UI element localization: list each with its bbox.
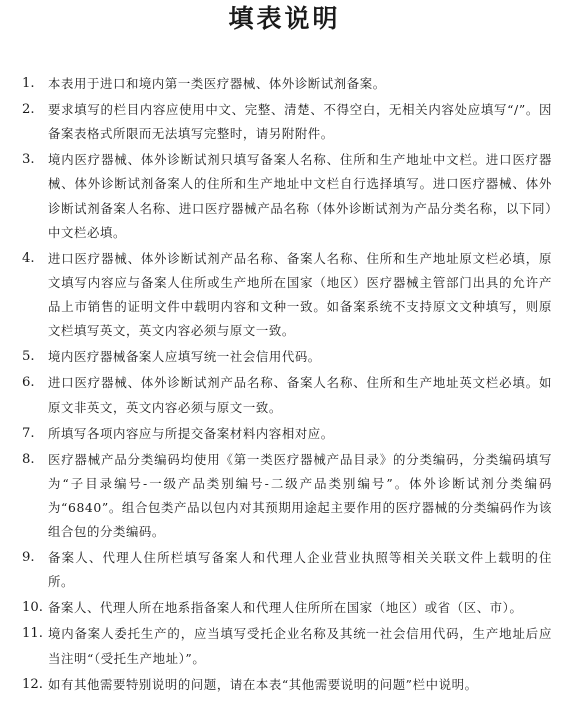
item-text: 备案人、代理人所在地系指备案人和代理人住所所在国家（地区）或省（区、市）。 xyxy=(48,600,523,616)
item-text: 境内医疗器械、体外诊断试剂只填写备案人名称、住所和生产地址中文栏。进口医疗器械、体外诊断试剂备案人的住所和生产地址中文栏自行选择填写。进口医疗器械、体外诊断试剂备案人名称、进口医疗器械产品名称（体外诊断试剂为产品分类名称，以下同）中文栏必填。 xyxy=(48,152,552,240)
item-text: 如有其他需要特别说明的问题，请在本表“其他需要说明的问题”栏中说明。 xyxy=(48,676,478,692)
item-text: 境内备案人委托生产的，应当填写受托企业名称及其统一社会信用代码，生产地址后应当注明“（受托生产地址）”。 xyxy=(48,626,552,666)
list-item xyxy=(22,345,552,369)
instructions-list xyxy=(22,72,552,699)
list-item xyxy=(22,546,552,594)
item-text: 备案人、代理人住所栏填写备案人和代理人企业营业执照等相关关联文件上载明的住所。 xyxy=(48,550,552,590)
list-item xyxy=(22,622,552,670)
item-text: 本表用于进口和境内第一类医疗器械、体外诊断试剂备案。 xyxy=(48,76,386,91)
item-text: 进口医疗器械、体外诊断试剂产品名称、备案人名称、住所和生产地址英文栏必填。如原文非英文，英文内容必须与原文一致。 xyxy=(48,375,552,415)
list-item xyxy=(22,596,552,620)
item-number: 12. xyxy=(22,676,43,692)
item-number: 7. xyxy=(22,425,35,441)
item-number: 5. xyxy=(22,349,35,365)
item-number: 1. xyxy=(22,76,35,91)
list-item xyxy=(22,247,552,344)
list-item xyxy=(22,371,552,419)
item-text: 要求填写的栏目内容应使用中文、完整、清楚、不得空白，无相关内容处应填写“/”。因备案表格式所限而无法填写完整时，请另附附件。 xyxy=(48,102,552,142)
item-text: 所填写各项内容应与所提交备案材料内容相对应。 xyxy=(48,425,334,441)
item-number: 8. xyxy=(22,451,35,467)
item-text: 医疗器械产品分类编码均使用《第一类医疗器械产品目录》的分类编码，分类编码填写为“子目录编号-一级产品类别编号-二级产品类别编号”。体外诊断试剂分类编码为“6840”。组合包类产品以包内对其预期用途起主要作用的医疗器械的分类编码作为该组合包的分类编码。 xyxy=(48,451,552,540)
item-text: 境内医疗器械备案人应填写统一社会信用代码。 xyxy=(48,349,321,365)
item-number: 11. xyxy=(22,626,43,642)
item-text: 进口医疗器械、体外诊断试剂产品名称、备案人名称、住所和生产地址原文栏必填，原文填写内容应与备案人住所或生产地所在国家（地区）医疗器械主管部门出具的允许产品上市销售的证明文件中载明内容和文种一致。如备案系统不支持原文文种填写，则原文栏填写英文，英文内容必须与原文一致。 xyxy=(48,250,552,339)
page-title: 填表说明 xyxy=(228,4,341,33)
item-number: 2. xyxy=(22,102,35,117)
item-number: 9. xyxy=(22,550,35,566)
item-number: 6. xyxy=(22,375,35,391)
list-item xyxy=(22,98,552,146)
item-number: 3. xyxy=(22,152,35,168)
list-item xyxy=(22,148,552,245)
item-number: 4. xyxy=(22,250,35,266)
list-item xyxy=(22,673,552,697)
list-item xyxy=(22,422,552,446)
item-number: 10. xyxy=(22,600,43,616)
list-item xyxy=(22,448,552,545)
list-item xyxy=(22,72,552,96)
